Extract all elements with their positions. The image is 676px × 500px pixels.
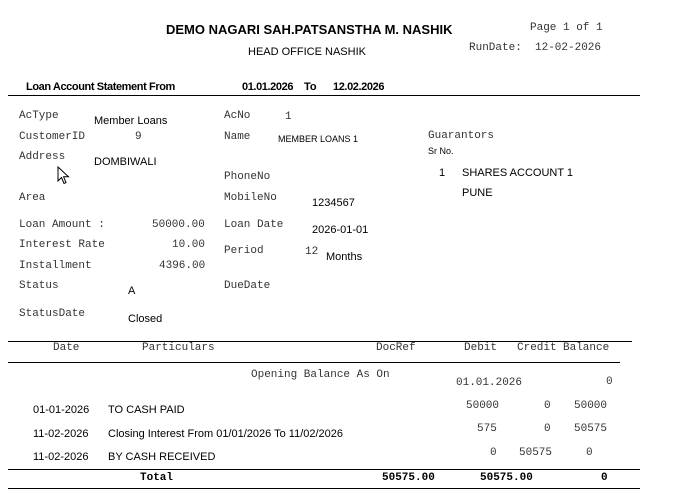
name-value: MEMBER LOANS 1 <box>278 134 359 144</box>
page-number: Page 1 of 1 <box>530 22 603 34</box>
statement-to-date: 12.02.2026 <box>333 81 385 93</box>
actype-label: AcType <box>19 110 59 122</box>
status-value: A <box>128 285 136 297</box>
table-header-divider <box>8 362 620 363</box>
opening-balance-label: Opening Balance As On <box>251 369 390 381</box>
table-row-credit: 0 <box>544 400 551 412</box>
table-row-date: 01-01-2026 <box>33 404 90 416</box>
statement-to-label: To <box>304 81 317 93</box>
guarantor-name: SHARES ACCOUNT 1 <box>462 167 574 179</box>
statement-title: Loan Account Statement From <box>26 81 175 93</box>
phone-label: PhoneNo <box>224 171 271 183</box>
loan-amount-label: Loan Amount : <box>19 219 105 231</box>
col-header-particulars: Particulars <box>142 342 215 354</box>
branch-name: HEAD OFFICE NASHIK <box>248 46 366 58</box>
duedate-label: DueDate <box>224 280 271 292</box>
statusdate-label: StatusDate <box>19 308 86 320</box>
organization-name: DEMO NAGARI SAH.PATSANSTHA M. NASHIK <box>166 22 453 37</box>
total-label: Total <box>140 472 174 484</box>
col-header-docref: DocRef <box>376 342 416 354</box>
total-credit: 50575.00 <box>480 472 533 484</box>
table-row-debit: 50000 <box>466 400 500 412</box>
table-row-balance: 0 <box>586 447 593 459</box>
opening-balance-date: 01.01.2026 <box>456 377 523 389</box>
guarantor-srno: 1 <box>439 167 446 179</box>
loan-amount-value: 50000.00 <box>152 219 205 231</box>
table-row-date: 11-02-2026 <box>33 428 89 440</box>
installment-value: 4396.00 <box>159 260 206 272</box>
header-divider <box>8 95 640 96</box>
interest-rate-value: 10.00 <box>172 239 206 251</box>
total-top-divider <box>8 469 640 470</box>
period-value: 12 <box>305 246 319 258</box>
address-value: DOMBIWALI <box>94 156 157 168</box>
installment-label: Installment <box>19 260 92 272</box>
loan-date-value: 2026-01-01 <box>312 224 369 236</box>
guarantors-srno-label: Sr No. <box>428 146 454 156</box>
table-row-balance: 50575 <box>574 423 608 435</box>
table-row-date: 11-02-2026 <box>33 451 89 463</box>
total-bottom-divider <box>8 488 640 489</box>
period-unit: Months <box>326 251 363 263</box>
period-label: Period <box>224 245 264 257</box>
total-balance: 0 <box>601 472 608 484</box>
col-header-credit: Credit <box>517 342 557 354</box>
col-header-date: Date <box>53 342 80 354</box>
acno-label: AcNo <box>224 110 251 122</box>
interest-rate-label: Interest Rate <box>19 239 105 251</box>
name-label: Name <box>224 131 251 143</box>
rundate-value: 12-02-2026 <box>535 42 602 54</box>
col-header-debit: Debit <box>464 342 498 354</box>
rundate-label: RunDate: <box>469 42 522 54</box>
acno-value: 1 <box>285 111 292 123</box>
table-row-balance: 50000 <box>574 400 608 412</box>
customerid-value: 9 <box>135 131 142 143</box>
table-row-particulars: BY CASH RECEIVED <box>108 451 216 463</box>
statusdate-value: Closed <box>128 313 163 325</box>
loan-date-label: Loan Date <box>224 219 284 231</box>
area-label: Area <box>19 192 46 204</box>
statement-from-date: 01.01.2026 <box>242 81 294 93</box>
col-header-balance: Balance <box>563 342 610 354</box>
table-row-credit: 0 <box>544 423 551 435</box>
guarantors-title: Guarantors <box>428 130 495 142</box>
guarantor-city: PUNE <box>462 187 493 199</box>
address-label: Address <box>19 151 66 163</box>
mouse-cursor-icon <box>57 166 71 186</box>
table-row-credit: 50575 <box>519 447 553 459</box>
mobile-label: MobileNo <box>224 192 277 204</box>
table-row-particulars: Closing Interest From 01/01/2026 To 11/02/2026 <box>108 428 344 440</box>
total-debit: 50575.00 <box>382 472 435 484</box>
table-row-particulars: TO CASH PAID <box>108 404 185 416</box>
status-label: Status <box>19 280 59 292</box>
opening-balance-value: 0 <box>606 376 613 388</box>
customerid-label: CustomerID <box>19 131 86 143</box>
mobile-value: 1234567 <box>312 197 355 209</box>
table-row-debit: 0 <box>490 447 497 459</box>
actype-value: Member Loans <box>94 115 168 127</box>
table-row-debit: 575 <box>477 423 497 435</box>
